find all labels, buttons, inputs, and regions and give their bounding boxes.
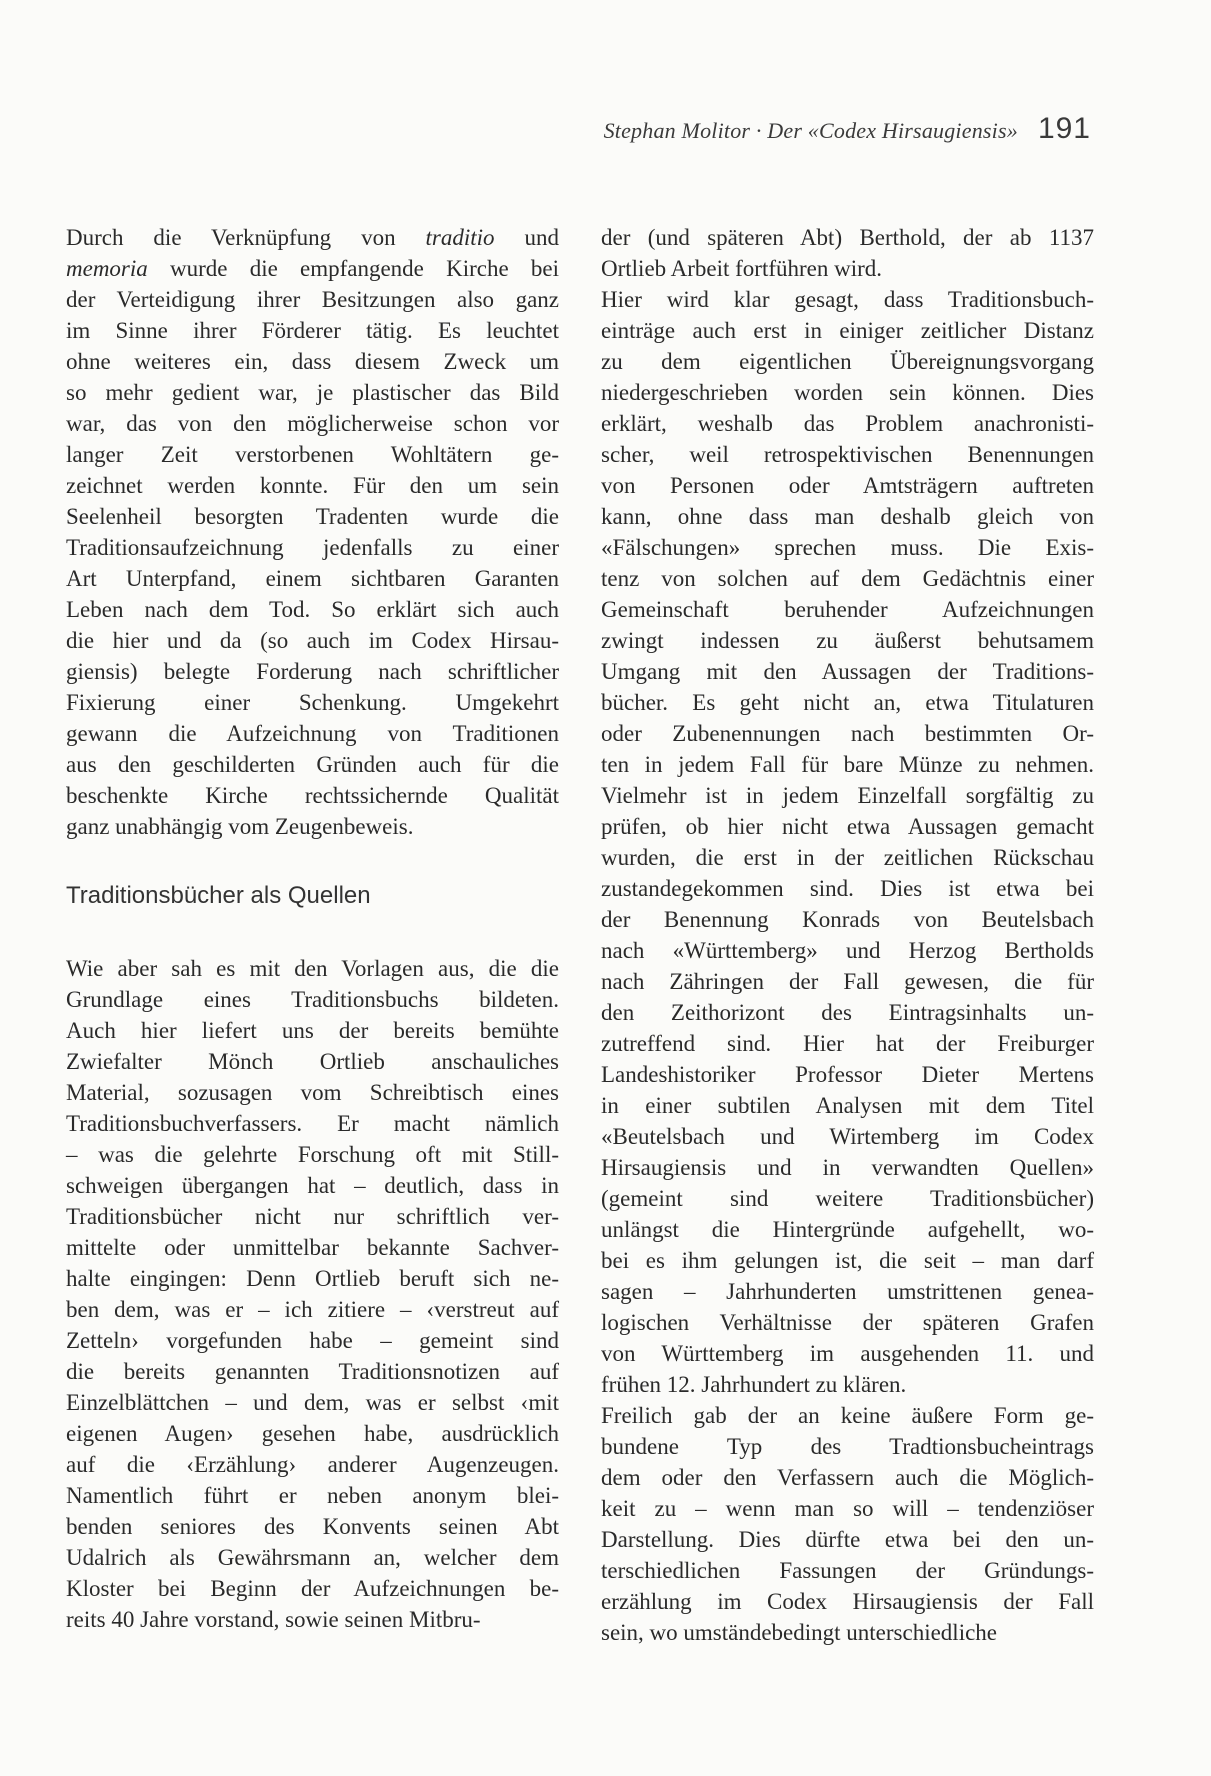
text-line: erzählung im Codex Hirsaugiensis der Fall: [601, 1589, 1094, 1614]
text-line: zwingt indessen zu äußerst behutsamem: [601, 628, 1094, 653]
text-line: beschenkte Kirche rechtssichernde Qualität: [66, 783, 559, 808]
paragraph: [601, 1400, 1094, 1648]
text-line: tenz von solchen auf dem Gedächtnis einer: [601, 566, 1094, 591]
text-line: erklärt, weshalb das Problem anachronisti-: [601, 411, 1094, 436]
left-column: [66, 222, 559, 1635]
text-line: Traditionsbuchverfassers. Er macht nämlich: [66, 1111, 559, 1136]
text-line: «Beutelsbach und Wirtemberg im Codex: [601, 1124, 1094, 1149]
text-line: prüfen, ob hier nicht etwa Aussagen gemacht: [601, 814, 1094, 839]
text-line: Fixierung einer Schenkung. Umgekehrt: [66, 690, 559, 715]
text-line: Umgang mit den Aussagen der Traditions-: [601, 659, 1094, 684]
text-line: ohne weiteres ein, dass diesem Zweck um: [66, 349, 559, 374]
paragraph: [601, 222, 1094, 284]
section-heading: Traditionsbücher als Quellen: [66, 882, 371, 909]
text-line: nach Zähringen der Fall gewesen, die für: [601, 969, 1094, 994]
text-line: Hirsaugiensis und in verwandten Quellen»: [601, 1155, 1094, 1180]
text-line: der Benennung Konrads von Beutelsbach: [601, 907, 1094, 932]
text-line: «Fälschungen» sprechen muss. Die Exis-: [601, 535, 1094, 560]
text-line: eigenen Augen› gesehen habe, ausdrücklich: [66, 1421, 559, 1446]
text-line: Kloster bei Beginn der Aufzeichnungen be-: [66, 1576, 559, 1601]
text-line: Wie aber sah es mit den Vorlagen aus, die die: [66, 956, 559, 981]
text-line: niedergeschrieben worden sein können. Dies: [601, 380, 1094, 405]
text-line: den Zeithorizont des Eintragsinhalts un-: [601, 1000, 1094, 1025]
text-line: logischen Verhältnisse der späteren Grafen: [601, 1310, 1094, 1335]
text-line: Gemeinschaft beruhender Aufzeichnungen: [601, 597, 1094, 622]
text-line: terschiedlichen Fassungen der Gründungs-: [601, 1558, 1094, 1583]
text-line: zu dem eigentlichen Übereignungsvorgang: [601, 349, 1094, 374]
text-line: Art Unterpfand, einem sichtbaren Garanten: [66, 566, 559, 591]
running-title: Stephan Molitor · Der «Codex Hirsaugiensis»: [603, 118, 1018, 143]
text-line: Grundlage eines Traditionsbuchs bildeten.: [66, 987, 559, 1012]
text-line: sagen – Jahrhunderten umstrittenen genea-: [601, 1279, 1094, 1304]
text-line: Landeshistoriker Professor Dieter Mertens: [601, 1062, 1094, 1087]
text-line: so mehr gedient war, je plastischer das Bild: [66, 380, 559, 405]
text-line: bücher. Es geht nicht an, etwa Titulaturen: [601, 690, 1094, 715]
text-line: frühen 12. Jahrhundert zu klären.: [601, 1372, 907, 1397]
text-line: Seelenheil besorgten Tradenten wurde die: [66, 504, 559, 529]
text-line: Vielmehr ist in jedem Einzelfall sorgfältig zu: [601, 783, 1094, 808]
text-line: zutreffend sind. Hier hat der Freiburger: [601, 1031, 1094, 1056]
text-line: kann, ohne dass man deshalb gleich von: [601, 504, 1094, 529]
text-line: Zwiefalter Mönch Ortlieb anschauliches: [66, 1049, 559, 1074]
text-line: einträge auch erst in einiger zeitlicher Distanz: [601, 318, 1094, 343]
text-line: Hier wird klar gesagt, dass Traditionsbuch-: [601, 287, 1094, 312]
text-line: Traditionsbücher nicht nur schriftlich ver-: [66, 1204, 559, 1229]
text-line: mittelte oder unmittelbar bekannte Sachver-: [66, 1235, 559, 1260]
text-line: ten in jedem Fall für bare Münze zu nehmen.: [601, 752, 1094, 777]
text-line: bei es ihm gelungen ist, die seit – man darf: [601, 1248, 1094, 1273]
text-line: Darstellung. Dies dürfte etwa bei den un-: [601, 1527, 1094, 1552]
text-line: Namentlich führt er neben anonym blei-: [66, 1483, 559, 1508]
right-column: [601, 222, 1094, 1648]
text-line: Traditionsaufzeichnung jedenfalls zu einer: [66, 535, 559, 560]
text-line: Einzelblättchen – und dem, was er selbst ‹mit: [66, 1390, 559, 1415]
text-line: auf die ‹Erzählung› anderer Augenzeugen.: [66, 1452, 559, 1477]
text-line: Leben nach dem Tod. So erklärt sich auch: [66, 597, 559, 622]
text-line: giensis) belegte Forderung nach schriftlicher: [66, 659, 559, 684]
text-line: bundene Typ des Tradtionsbucheintrags: [601, 1434, 1094, 1459]
text-line: von Württemberg im ausgehenden 11. und: [601, 1341, 1094, 1366]
text-line: keit zu – wenn man so will – tendenziöser: [601, 1496, 1094, 1521]
text-line: langer Zeit verstorbenen Wohltätern ge-: [66, 442, 559, 467]
text-line: (gemeint sind weitere Traditionsbücher): [601, 1186, 1094, 1211]
text-line: halte eingingen: Denn Ortlieb beruft sich ne-: [66, 1266, 559, 1291]
text-line: wurden, die erst in der zeitlichen Rückschau: [601, 845, 1094, 870]
text-line: Zetteln› vorgefunden habe – gemeint sind: [66, 1328, 559, 1353]
text-line: ganz unabhängig vom Zeugenbeweis.: [66, 814, 414, 839]
text-line: memoria wurde die empfangende Kirche bei: [66, 256, 559, 281]
text-line: die hier und da (so auch im Codex Hirsau-: [66, 628, 559, 653]
text-line: war, das von den möglicherweise schon vor: [66, 411, 559, 436]
text-line: benden seniores des Konvents seinen Abt: [66, 1514, 559, 1539]
text-line: sein, wo umständebedingt unterschiedliche: [601, 1620, 998, 1645]
page-number: 191: [1037, 112, 1091, 145]
text-line: Durch die Verknüpfung von traditio und: [66, 225, 560, 250]
text-line: ben dem, was er – ich zitiere – ‹verstreut auf: [66, 1297, 559, 1322]
text-line: gewann die Aufzeichnung von Traditionen: [66, 721, 559, 746]
paragraph: [601, 284, 1094, 1400]
text-line: schweigen übergangen hat – deutlich, dass in: [66, 1173, 559, 1198]
paragraph: [66, 953, 559, 1635]
text-line: oder Zubenennungen nach bestimmten Or-: [601, 721, 1094, 746]
text-line: die bereits genannten Traditionsnotizen auf: [66, 1359, 559, 1384]
text-line: reits 40 Jahre vorstand, sowie seinen Mitbru-: [66, 1607, 481, 1632]
text-line: – was die gelehrte Forschung oft mit Still-: [66, 1142, 559, 1167]
text-line: Ortlieb Arbeit fortführen wird.: [601, 256, 883, 281]
text-line: Freilich gab der an keine äußere Form ge-: [601, 1403, 1094, 1428]
text-line: aus den geschilderten Gründen auch für die: [66, 752, 559, 777]
text-line: zustandegekommen sind. Dies ist etwa bei: [601, 876, 1094, 901]
text-line: von Personen oder Amtsträgern auftreten: [601, 473, 1094, 498]
text-line: unlängst die Hintergründe aufgehellt, wo-: [601, 1217, 1094, 1242]
running-head: [604, 112, 1091, 146]
text-line: Udalrich als Gewährsmann an, welcher dem: [66, 1545, 559, 1570]
text-line: in einer subtilen Analysen mit dem Titel: [601, 1093, 1094, 1118]
text-line: nach «Württemberg» und Herzog Bertholds: [601, 938, 1094, 963]
text-line: zeichnet werden konnte. Für den um sein: [66, 473, 559, 498]
text-line: der Verteidigung ihrer Besitzungen also ganz: [66, 287, 559, 312]
text-line: im Sinne ihrer Förderer tätig. Es leuchtet: [66, 318, 559, 343]
text-line: scher, weil retrospektivischen Benennungen: [601, 442, 1094, 467]
text-line: der (und späteren Abt) Berthold, der ab 1137: [601, 225, 1094, 250]
text-line: Auch hier liefert uns der bereits bemühte: [66, 1018, 559, 1043]
text-line: dem oder den Verfassern auch die Möglich-: [601, 1465, 1094, 1490]
paragraph: [66, 222, 559, 842]
text-line: Material, sozusagen vom Schreibtisch eines: [66, 1080, 559, 1105]
